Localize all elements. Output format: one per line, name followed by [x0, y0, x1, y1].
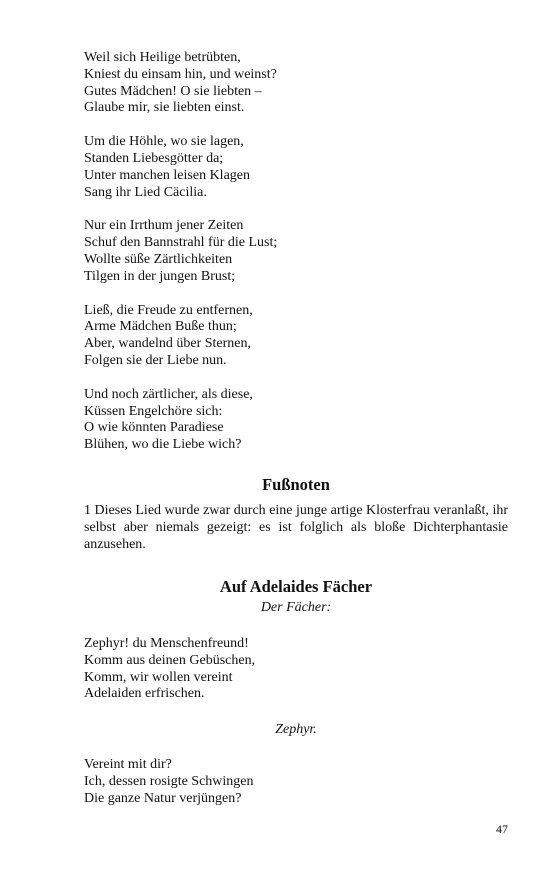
poem-line: Aber, wandelnd über Sternen,	[84, 336, 251, 352]
page-content	[84, 50, 508, 825]
poem-line: Komm, wir wollen vereint	[84, 669, 233, 685]
poem-stanza	[84, 218, 508, 285]
poem-line: Blühen, wo die Liebe wich?	[84, 437, 242, 453]
speaker-label: Der Fächer:	[260, 599, 332, 615]
page-number: 47	[496, 822, 508, 836]
poem-title: Auf Adelaides Fächer	[219, 576, 373, 596]
poem-stanza	[84, 134, 508, 201]
speaker-label: Zephyr.	[275, 722, 317, 738]
poem-line: Wollte süße Zärtlichkeiten	[84, 251, 233, 267]
poem-line: Vereint mit dir?	[84, 757, 172, 773]
footnote-text: 1 Dieses Lied wurde zwar durch eine junge artige Klosterfrau veranlaßt, ihr selbst aber niemals gezeigt: es ist folglich als bloße Dichterphantasie anzusehen.	[84, 502, 508, 552]
poem-line: Nur ein Irrthum jener Zeiten	[84, 218, 244, 234]
poem-line: Küssen Engelchöre sich:	[84, 403, 223, 419]
poem-stanza	[84, 50, 508, 117]
poem-line: Ich, dessen rosigte Schwingen	[84, 773, 254, 789]
poem-stanza	[84, 303, 508, 370]
poem-line: Standen Liebesgötter da;	[84, 150, 224, 166]
poem-stanza	[84, 387, 508, 454]
poem-line: Adelaiden erfrischen.	[84, 686, 205, 702]
poem-line: Schuf den Bannstrahl für die Lust;	[84, 235, 278, 251]
poem-line: Arme Mädchen Buße thun;	[84, 319, 237, 335]
poem-line: Folgen sie der Liebe nun.	[84, 352, 227, 368]
poem-line: O wie könnten Paradiese	[84, 420, 224, 436]
poem-line: Tilgen in der jungen Brust;	[84, 268, 236, 284]
poem-line: Und noch zärtlicher, als diese,	[84, 386, 253, 402]
poem-line: Die ganze Natur verjüngen?	[84, 790, 242, 806]
poem-line: Kniest du einsam hin, und weinst?	[84, 66, 277, 82]
poem-line: Weil sich Heilige betrübten,	[84, 50, 241, 65]
poem-line: Glaube mir, sie liebten einst.	[84, 100, 245, 116]
poem-line: Sang ihr Lied Cäcilia.	[84, 184, 207, 200]
poem-line: Komm aus deinen Gebüschen,	[84, 652, 256, 668]
poem-stanza	[84, 636, 508, 703]
poem-line: Unter manchen leisen Klagen	[84, 167, 250, 183]
poem-line: Ließ, die Freude zu entfernen,	[84, 302, 253, 318]
poem-line: Zephyr! du Menschenfreund!	[84, 635, 249, 651]
poem-line: Um die Höhle, wo sie lagen,	[84, 134, 244, 150]
poem-line: Gutes Mädchen! O sie liebten –	[84, 83, 262, 99]
poem-stanza	[84, 757, 508, 807]
footnotes-heading: Fußnoten	[262, 474, 330, 494]
